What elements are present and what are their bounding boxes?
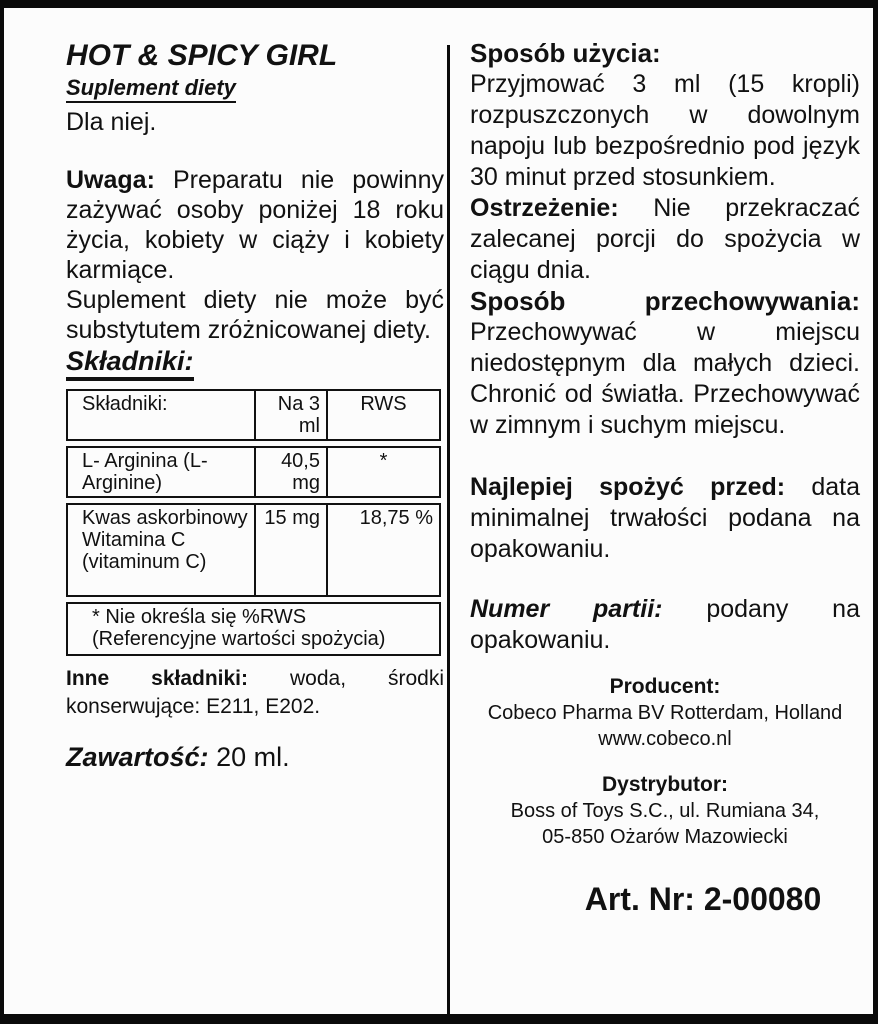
nutrition-table <box>66 384 441 661</box>
distributor-heading: Dystrybutor: <box>601 773 728 796</box>
row-rws: 18,75 % <box>328 503 441 597</box>
supplement-subtitle: Suplement diety <box>66 76 236 103</box>
storage-text: Przechowywać w miejscu niedostępnym dla małych dzieci. Chronić od światła. Przechowywać w zimnym i suchym miejscu. <box>470 318 860 439</box>
batch-text: podany na opakowaniu. <box>470 595 860 654</box>
header-per-3ml: Na 3 ml <box>256 389 328 441</box>
warning-label: Uwaga: <box>66 166 155 194</box>
table-footnote-row <box>66 602 441 656</box>
row-name: Kwas askorbinowy Witamina C (vitaminum C) <box>66 503 256 597</box>
usage-text: Przyjmować 3 ml (15 kropli) rozpuszczonych w dowolnym napoju lub bezpośrednio pod język 30 minut przed stosunkiem. <box>470 70 860 191</box>
other-ingredients-text: woda, środki konserwujące: E211, E202. <box>66 667 445 718</box>
article-number: Art. Nr: 2-00080 <box>584 881 822 917</box>
header-ingredient: Składniki: <box>66 389 256 441</box>
footnote-line-1: * Nie określa się %RWS <box>92 606 307 628</box>
ingredients-heading: Składniki: <box>66 346 194 381</box>
producer-website: www.cobeco.nl <box>598 728 732 750</box>
row-amount: 40,5 mg <box>256 446 328 498</box>
warning-paragraph <box>66 165 444 285</box>
audience-line: Dla niej. <box>66 108 157 136</box>
row-rws: * <box>328 446 441 498</box>
best-before-label: Najlepiej spożyć przed: <box>470 473 786 501</box>
row-name: L- Arginina (L- Arginine) <box>66 446 256 498</box>
left-column <box>66 8 444 800</box>
producer-heading: Producent: <box>609 675 721 698</box>
storage-heading: Sposób przechowywania: <box>470 286 860 316</box>
column-divider <box>447 45 450 1014</box>
warning-text: Preparatu nie powinny zażywać osoby poniżej 18 roku życia, kobiety w ciąży i kobiety karmiące. <box>66 166 444 284</box>
batch-paragraph <box>470 594 860 656</box>
content-value: 20 ml. <box>216 742 290 772</box>
batch-label: Numer partii: <box>470 595 663 623</box>
warning-paragraph <box>470 193 860 286</box>
producer-name: Cobeco Pharma BV Rotterdam, Holland <box>487 702 843 724</box>
right-column <box>470 8 860 918</box>
best-before-paragraph <box>470 472 860 565</box>
distributor-city: 05-850 Ożarów Mazowiecki <box>542 826 788 848</box>
row-amount: 15 mg <box>256 503 328 597</box>
content-label: Zawartość: <box>66 742 209 772</box>
supplement-note: Suplement diety nie może być substytutem zróżnicowanej diety. <box>66 286 444 344</box>
distributor-name: Boss of Toys S.C., ul. Rumiana 34, <box>510 800 820 822</box>
best-before-text: data minimalnej trwałości podana na opakowaniu. <box>470 473 860 563</box>
table-row <box>66 446 441 498</box>
usage-heading: Sposób użycia: <box>470 38 661 68</box>
warning-text: Nie przekraczać zalecanej porcji do spożycia w ciągu dnia. <box>470 194 860 284</box>
warning-label: Ostrzeżenie: <box>470 194 619 222</box>
distributor-block <box>470 772 860 850</box>
other-ingredients <box>66 665 444 721</box>
table-row <box>66 503 441 597</box>
table-footnote <box>66 602 441 656</box>
header-rws: RWS <box>328 389 441 441</box>
product-title: HOT & SPICY GIRL <box>66 39 338 72</box>
table-header-row <box>66 389 441 441</box>
other-ingredients-label: Inne składniki: <box>66 667 249 690</box>
producer-block <box>470 674 860 752</box>
content-volume <box>66 741 444 773</box>
footnote-line-2: (Referencyjne wartości spożycia) <box>92 628 386 650</box>
